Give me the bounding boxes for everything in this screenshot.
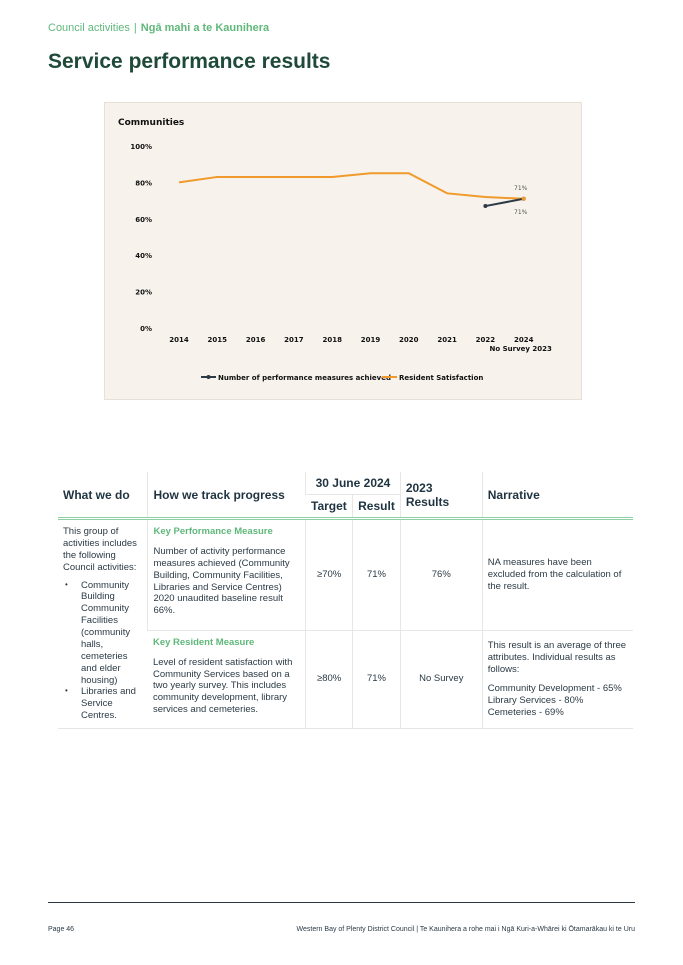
x-tick-label: 2024 xyxy=(513,336,534,344)
communities-chart xyxy=(104,102,582,400)
x-tick-label: 2016 xyxy=(245,336,266,344)
y-tick-label: 100% xyxy=(130,143,152,151)
activities-list xyxy=(63,580,142,723)
measure-cell xyxy=(148,519,306,631)
table-row xyxy=(58,519,633,631)
satisfaction-data-label: 71% xyxy=(514,184,528,192)
page-title: Service performance results xyxy=(48,50,331,73)
x-tick-label: 2021 xyxy=(437,336,457,344)
x-tick-label: 2022 xyxy=(475,336,496,344)
y-tick-label: 40% xyxy=(135,252,152,261)
narrative-text: This result is an average of three attributes. Individual results as follows: xyxy=(487,639,627,675)
col-header-result: Result xyxy=(353,495,401,519)
x-tick-label: 2018 xyxy=(322,336,342,344)
breadcrumb-section: Council activities xyxy=(48,22,130,34)
legend-measures-marker xyxy=(207,375,211,379)
what-we-do-cell xyxy=(58,519,148,729)
x-tick-label: 2014 xyxy=(169,336,189,344)
measures-series-line xyxy=(485,199,523,206)
performance-table xyxy=(58,472,633,729)
measure-description: Number of activity performance measures achieved (Community Building, Community Facilities, Libraries and Service Centres) 2020 unaudited baseline result 66%. xyxy=(153,545,290,617)
x-tick-label: 2017 xyxy=(284,336,304,344)
footer-org: Western Bay of Plenty District Council | Te Kaunihera a rohe mai i Ngā Kuri-a-Whārei ki Ōtamarākau ki te Uru xyxy=(296,926,635,933)
prev-result-value: 76% xyxy=(400,519,482,631)
satisfaction-point xyxy=(522,197,526,201)
x-tick-label: 2020 xyxy=(399,336,419,344)
legend-satisfaction-label: Resident Satisfaction xyxy=(399,374,484,382)
measures-point xyxy=(483,204,487,208)
x-tick-sublabel: No Survey 2023 xyxy=(489,345,552,353)
measure-type: Key Performance Measure xyxy=(153,526,273,537)
y-tick-label: 20% xyxy=(135,288,152,297)
breadcrumb-section-maori: Ngā mahi a te Kaunihera xyxy=(140,22,270,34)
list-item: • Community Building Community Facilities (community halls, cemeteries and elder housing) xyxy=(79,580,142,687)
col-header-prev-results: 2023 Results xyxy=(400,472,482,519)
x-tick-label: 2015 xyxy=(207,336,228,344)
result-value: 71% xyxy=(353,519,401,631)
col-header-period: 30 June 2024 xyxy=(306,472,401,495)
target-value: ≥80% xyxy=(306,630,353,728)
col-header-target: Target xyxy=(306,495,353,519)
col-header-how-we-track: How we track progress xyxy=(148,472,306,519)
narrative-cell xyxy=(482,630,633,728)
col-header-what-we-do: What we do xyxy=(63,487,130,502)
what-we-do-intro: This group of activities includes the following Council activities: xyxy=(63,526,137,573)
result-value: 71% xyxy=(353,630,401,728)
col-header-narrative: Narrative xyxy=(482,472,633,519)
y-tick-label: 80% xyxy=(135,179,152,188)
page-number: Page 46 xyxy=(48,926,75,933)
legend-measures-label: Number of performance measures achieved xyxy=(218,374,391,382)
prev-result-value: No Survey xyxy=(400,630,482,728)
measure-cell xyxy=(148,630,306,728)
measure-description: Level of resident satisfaction with Community Services based on a two yearly survey. This includes community development, library services and cemeteries. xyxy=(152,656,293,716)
satisfaction-series-line xyxy=(179,173,524,198)
breadcrumb-separator: | xyxy=(133,22,137,34)
footer-divider xyxy=(48,902,635,903)
x-tick-label: 2019 xyxy=(360,336,381,344)
narrative-cell xyxy=(482,519,633,631)
breadcrumb xyxy=(48,22,269,34)
measure-type: Key Resident Measure xyxy=(152,636,255,648)
narrative-breakdown: Community Development - 65% Library Services - 80% Cemeteries - 69% xyxy=(487,683,622,719)
target-value: ≥70% xyxy=(306,519,353,631)
list-item: • Libraries and Service Centres. xyxy=(79,686,142,722)
chart-title: Communities xyxy=(118,118,185,128)
narrative-text: NA measures have been excluded from the calculation of the result. xyxy=(487,557,622,592)
y-tick-label: 0% xyxy=(140,325,152,333)
y-tick-label: 60% xyxy=(135,215,152,224)
measures-data-label: 71% xyxy=(514,208,528,216)
chart-svg xyxy=(105,103,581,399)
